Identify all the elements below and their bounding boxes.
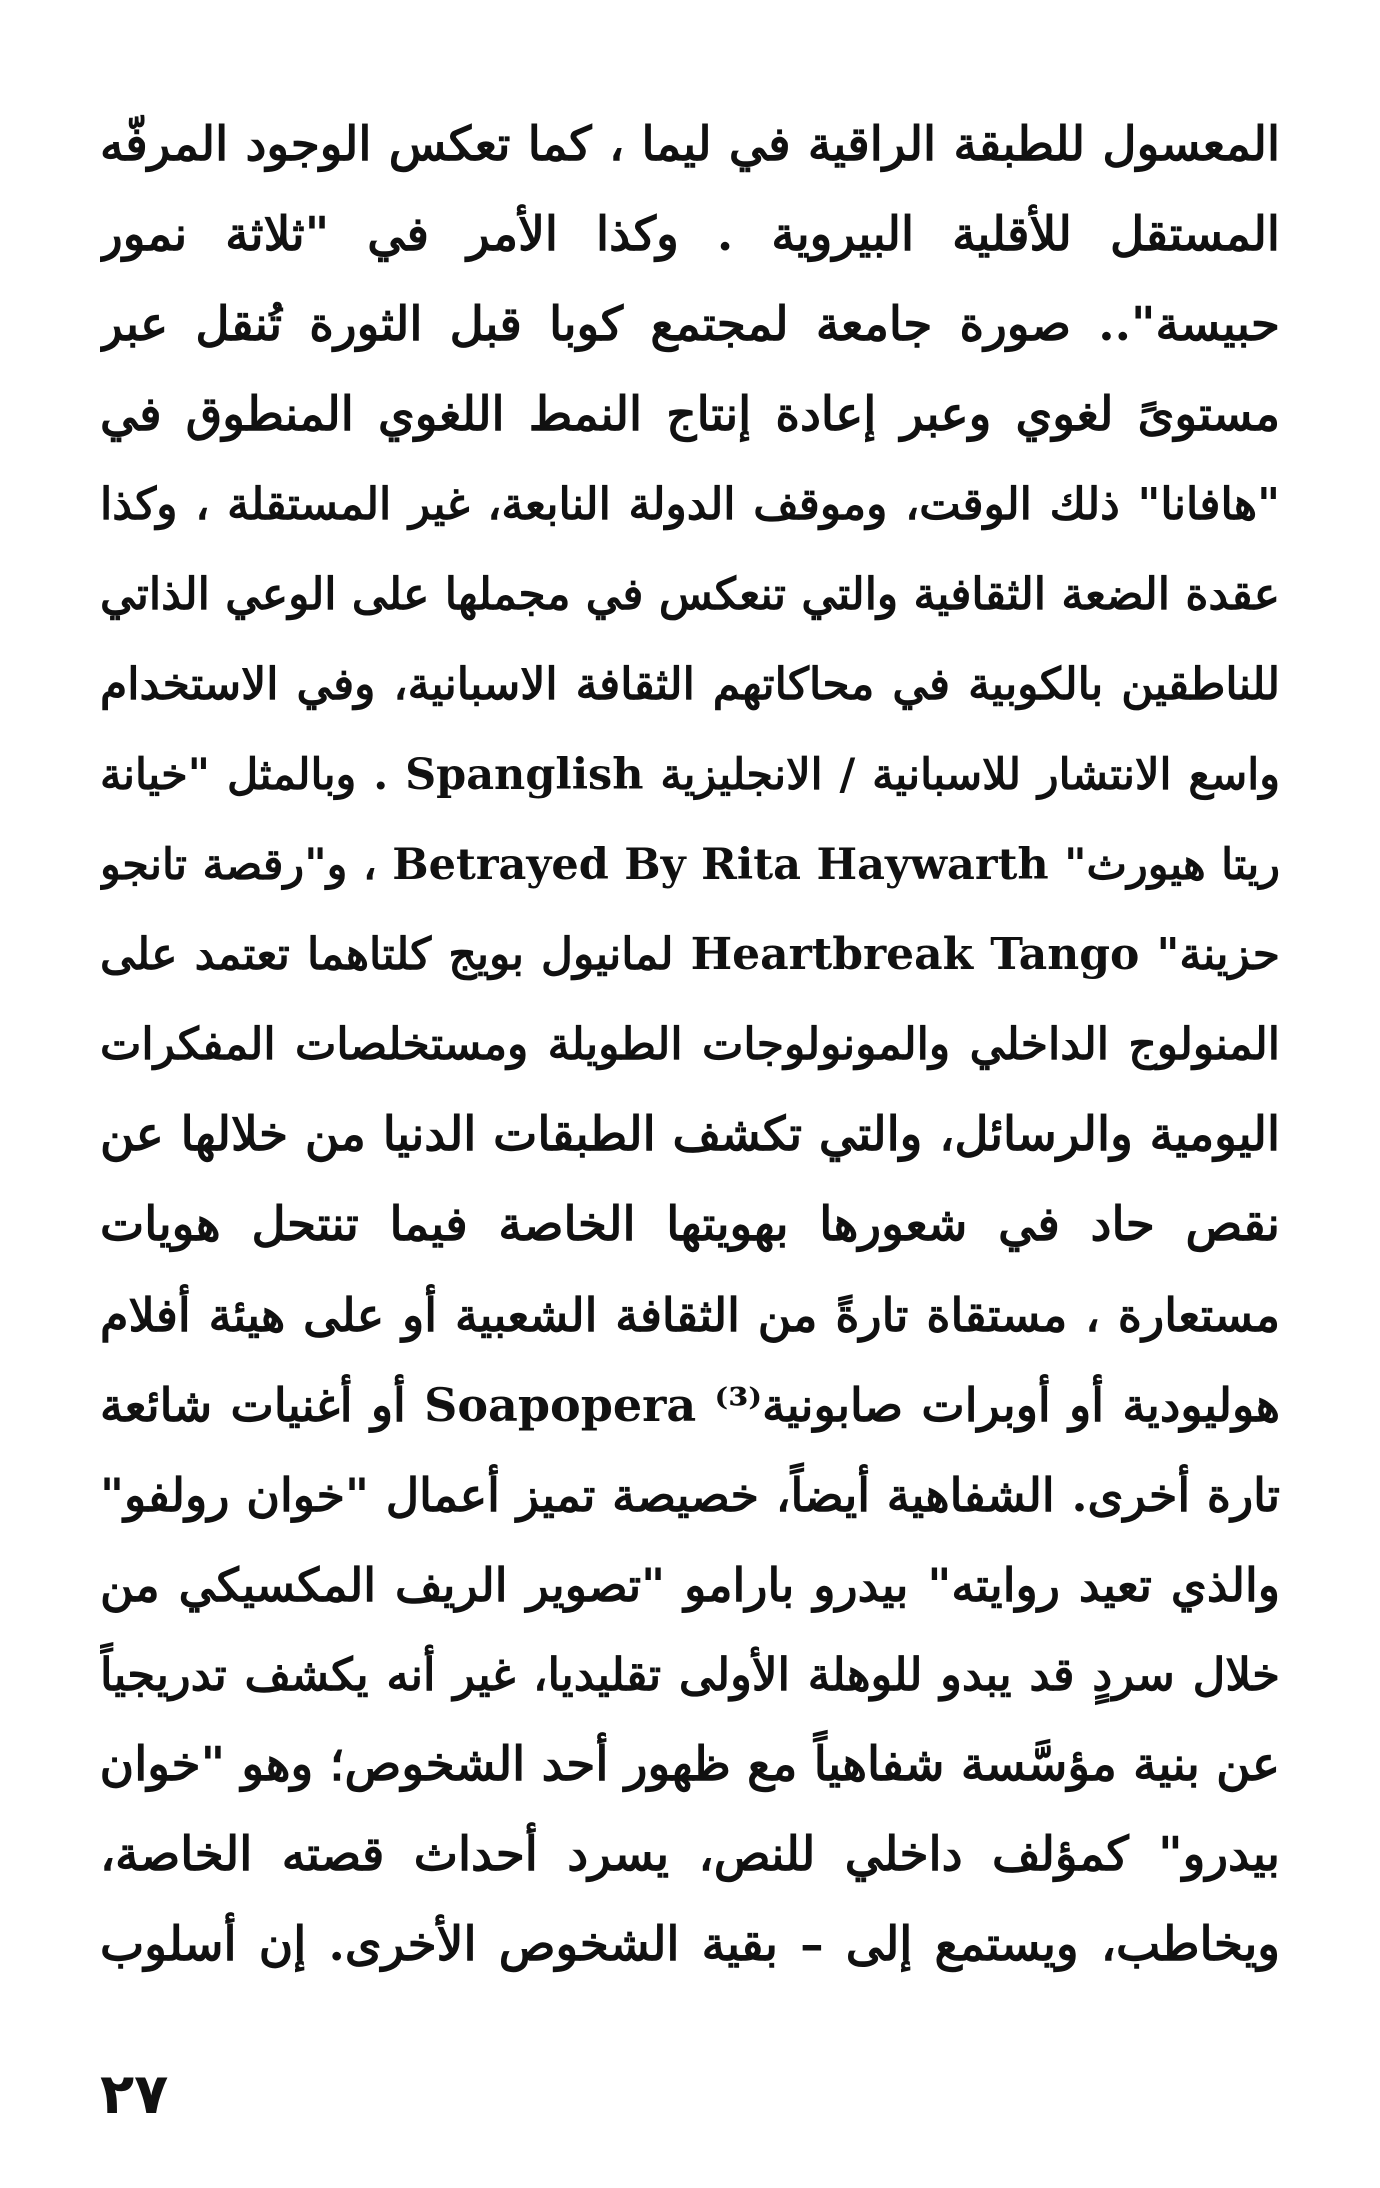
text-line: حزينة" Heartbreak Tango لمانيول بويج كلتاهما تعتمد على	[100, 929, 1280, 980]
text-line: هوليودية أو أوبرات صابونية⁽³⁾ Soapopera أو أغنيات شائعة	[100, 1378, 1280, 1432]
text-line: عن بنية مؤسَّسة شفاهياً مع ظهور أحد الشخوص؛ وهو "خوان	[100, 1737, 1280, 1792]
text-line: بيدرو" كمؤلف داخلي للنص، يسرد أحداث قصته الخاصة،	[100, 1827, 1280, 1882]
text-line: ريتا هيورث" Betrayed By Rita Haywarth ، و"رقصة تانجو	[100, 840, 1280, 890]
text-line: عقدة الضعة الثقافية والتي تنعكس في مجملها على الوعي الذاتي	[100, 569, 1280, 620]
text-line: للناطقين بالكوبية في محاكاتهم الثقافة الاسبانية، وفي الاستخدام	[100, 659, 1280, 710]
body-text	[100, 100, 1280, 1990]
text-line: اليومية والرسائل، والتي تكشف الطبقات الدنيا من خلالها عن	[100, 1107, 1280, 1162]
text-line: مستوىً لغوي وعبر إعادة إنتاج النمط اللغوي المنطوق في	[100, 387, 1280, 442]
text-line: تارة أخرى. الشفاهية أيضاً، خصيصة تميز أعمال "خوان رولفو"	[100, 1468, 1280, 1522]
text-line: "هافانا" ذلك الوقت، وموقف الدولة النابعة، غير المستقلة ، وكذا	[100, 479, 1280, 530]
text-line: نقص حاد في شعورها بهويتها الخاصة فيما تنتحل هويات	[100, 1197, 1280, 1252]
text-line: خلال سردٍ قد يبدو للوهلة الأولى تقليديا، غير أنه يكشف تدريجياً	[100, 1648, 1280, 1701]
text-line: المستقل للأقلية البيروية . وكذا الأمر في "ثلاثة نمور	[100, 207, 1280, 262]
text-line: المعسول للطبقة الراقية في ليما ، كما تعكس الوجود المرفّه	[100, 117, 1280, 172]
text-line: واسع الانتشار للاسبانية / الانجليزية Spanglish . وبالمثل "خيانة	[100, 750, 1280, 800]
text-line: مستعارة ، مستقاة تارةً من الثقافة الشعبية أو على هيئة أفلام	[100, 1288, 1280, 1342]
page-number: ٢٧	[100, 2062, 169, 2127]
text-line: المنولوج الداخلي والمونولوجات الطويلة ومستخلصات المفكرات	[100, 1019, 1280, 1070]
text-line: ويخاطب، ويستمع إلى – بقية الشخوص الأخرى. إن أسلوب	[100, 1917, 1280, 1972]
text-line: حبيسة".. صورة جامعة لمجتمع كوبا قبل الثورة تُنقل عبر	[100, 297, 1280, 352]
text-line: والذي تعيد روايته" بيدرو بارامو "تصوير الريف المكسيكي من	[100, 1558, 1280, 1612]
